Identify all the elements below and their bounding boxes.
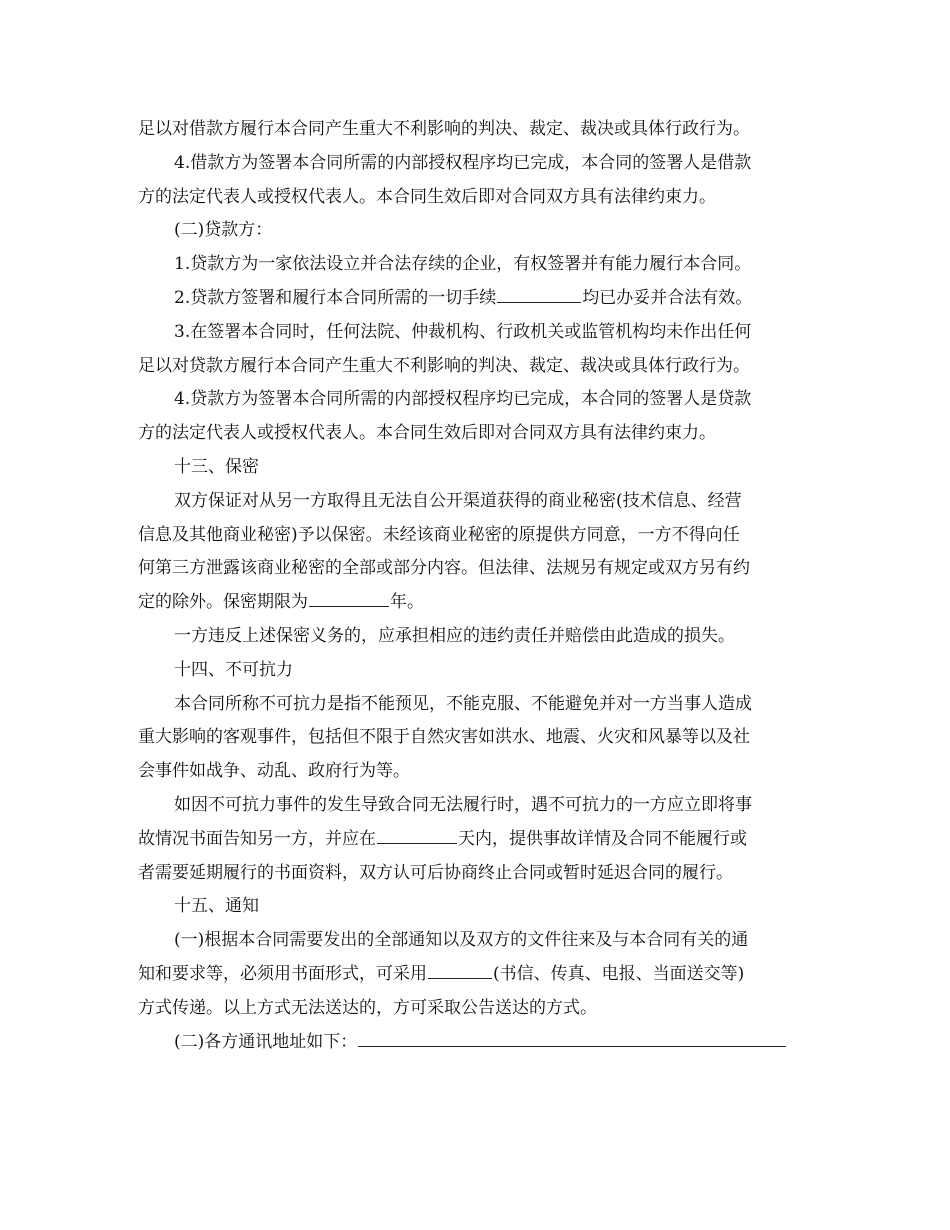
text-line: 1.贷款方为一家依法设立并合法存续的企业，有权签署并有能力履行本合同。 bbox=[174, 254, 752, 275]
text-segment: (二)各方通讯地址如下： bbox=[174, 1031, 358, 1052]
text-line bbox=[138, 282, 814, 316]
subsection-heading: (二)贷款方： bbox=[174, 220, 273, 241]
section-heading: 十四、不可抗力 bbox=[174, 659, 293, 680]
text-line: 4.贷款方为签署本合同所需的内部授权程序均已完成，本合同的签署人是贷款 bbox=[174, 389, 752, 410]
text-segment: 定的除外。保密期限为 bbox=[138, 592, 308, 613]
text-segment: 2.贷款方签署和履行本合同所需的一切手续 bbox=[174, 287, 497, 308]
text-line: 信息及其他商业秘密)予以保密。未经该商业秘密的原提供方同意，一方不得向任 bbox=[138, 524, 740, 545]
address-fill-in-blank[interactable] bbox=[358, 1028, 786, 1047]
text-line: 方的法定代表人或授权代表人。本合同生效后即对合同双方具有法律约束力。 bbox=[138, 186, 716, 207]
text-line: 双方保证对从另一方取得且无法自公开渠道获得的商业秘密(技术信息、经营 bbox=[174, 490, 742, 511]
text-segment: 均已办妥并合法有效。 bbox=[582, 287, 753, 308]
text-line: 方式传递。以上方式无法送达的，方可采取公告送达的方式。 bbox=[138, 997, 597, 1018]
fill-in-blank[interactable] bbox=[497, 284, 581, 303]
text-segment: (书信、传真、电报、当面送交等) bbox=[493, 963, 745, 984]
text-line: 方的法定代表人或授权代表人。本合同生效后即对合同双方具有法律约束力。 bbox=[138, 423, 716, 444]
section-heading: 十五、通知 bbox=[174, 896, 259, 917]
text-line: 足以对贷款方履行本合同产生重大不利影响的判决、裁定、裁决或具体行政行为。 bbox=[138, 355, 750, 376]
text-line: (一)根据本合同需要发出的全部通知以及双方的文件往来及与本合同有关的通 bbox=[174, 930, 749, 951]
text-line: 足以对借款方履行本合同产生重大不利影响的判决、裁定、裁决或具体行政行为。 bbox=[138, 119, 750, 139]
text-line: 4.借款方为签署本合同所需的内部授权程序均已完成，本合同的签署人是借款 bbox=[174, 152, 752, 173]
text-line bbox=[138, 958, 814, 992]
text-segment: 知和要求等，必须用书面形式，可采用 bbox=[138, 963, 427, 984]
text-line: 何第三方泄露该商业秘密的全部或部分内容。但法律、法规另有规定或双方另有约 bbox=[138, 558, 750, 579]
section-heading: 十三、保密 bbox=[174, 456, 259, 477]
text-line bbox=[138, 1026, 814, 1060]
text-segment: 天内，提供事故详情及合同不能履行或 bbox=[458, 828, 747, 849]
text-line: 者需要延期履行的书面资料，双方认可后协商终止合同或暂时延迟合同的履行。 bbox=[138, 862, 733, 883]
text-line: 3.在签署本合同时，任何法院、仲裁机构、行政机关或监管机构均未作出任何 bbox=[174, 321, 752, 342]
text-segment: 故情况书面告知另一方，并应在 bbox=[138, 828, 376, 849]
text-segment: 年。 bbox=[390, 592, 424, 613]
text-line: 会事件如战争、动乱、政府行为等。 bbox=[138, 761, 410, 782]
fill-in-blank[interactable] bbox=[428, 960, 492, 979]
text-line: 一方违反上述保密义务的，应承担相应的违约责任并赔偿由此造成的损失。 bbox=[174, 625, 735, 646]
fill-in-blank[interactable] bbox=[309, 588, 389, 607]
text-line: 本合同所称不可抗力是指不能预见，不能克服、不能避免并对一方当事人造成 bbox=[174, 693, 752, 714]
text-line bbox=[138, 586, 814, 620]
text-line: 重大影响的客观事件，包括但不限于自然灾害如洪水、地震、火灾和风暴等以及社 bbox=[138, 727, 750, 748]
fill-in-blank[interactable] bbox=[377, 825, 457, 844]
text-line: 如因不可抗力事件的发生导致合同无法履行时，遇不可抗力的一方应立即将事 bbox=[174, 794, 752, 815]
contract-text bbox=[138, 113, 814, 1059]
text-line bbox=[138, 823, 814, 857]
